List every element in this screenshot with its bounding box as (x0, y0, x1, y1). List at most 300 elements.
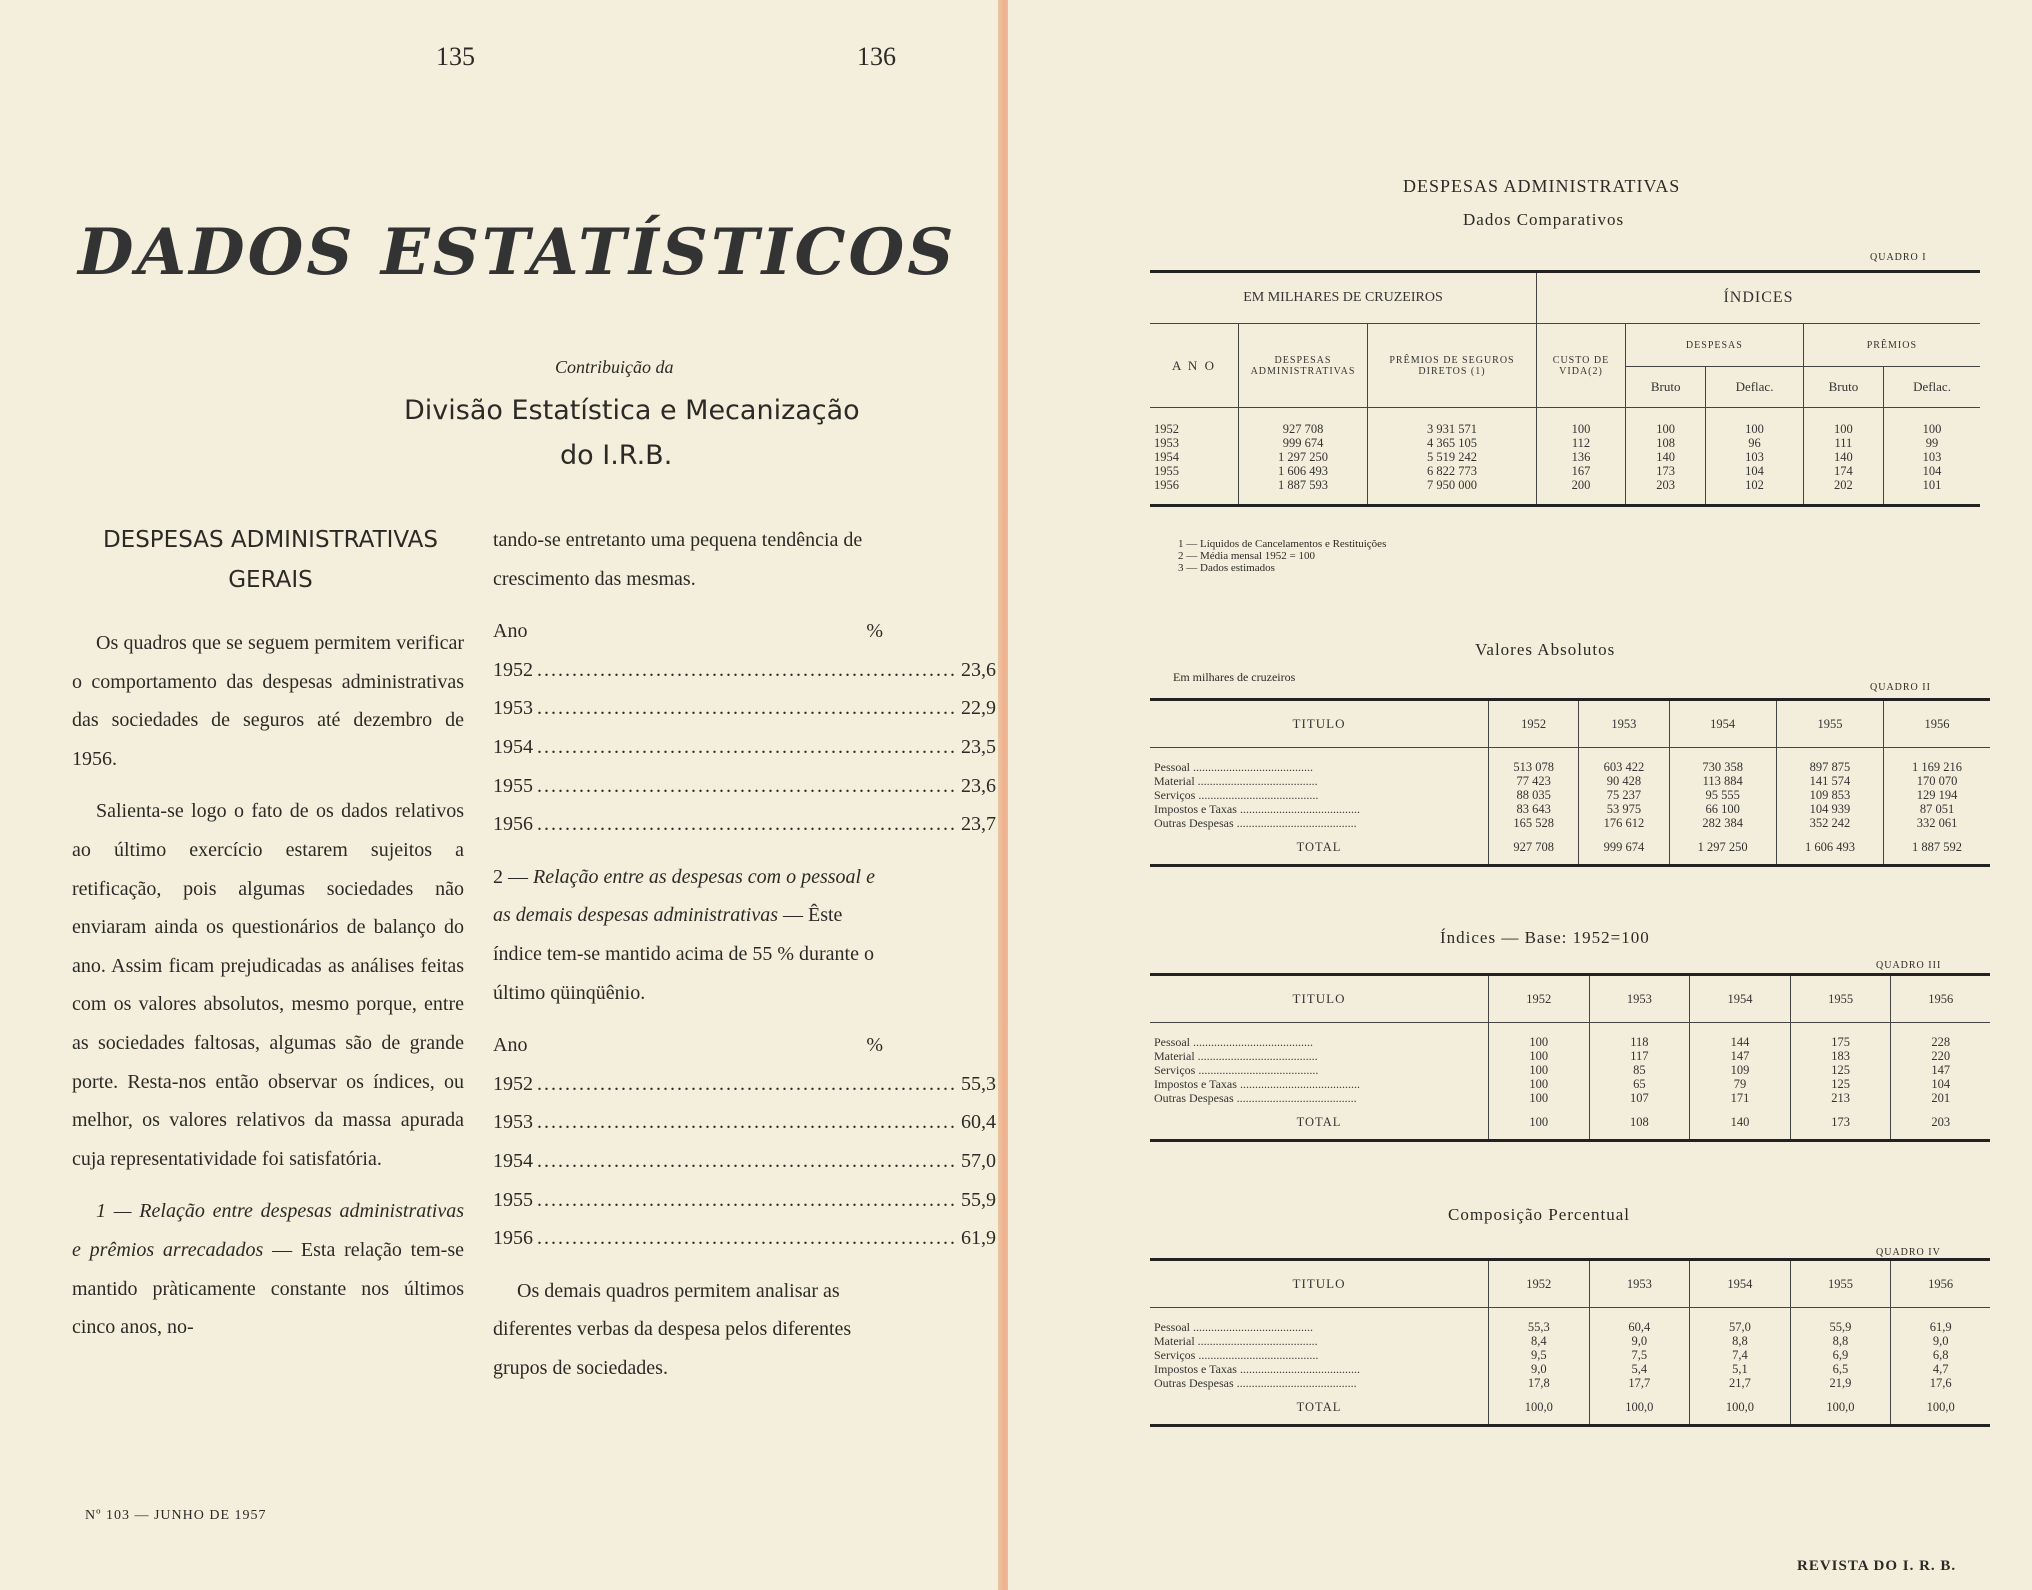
table-cell: 17,7 (1589, 1376, 1690, 1390)
table-row (1150, 1376, 1990, 1390)
table-cell: 513 078 (1489, 748, 1579, 775)
paragraph-1: Os quadros que se seguem permitem verificar o comportamento das despesas administrativas das sociedades de seguros até dezembro de 1956. (72, 632, 464, 770)
issue-footer: Nº 103 — JUNHO DE 1957 (85, 1508, 267, 1523)
list1-row (493, 689, 996, 728)
table-cell: 100 (1489, 1049, 1590, 1063)
q1-cell-d_bruto: 140 (1626, 450, 1706, 464)
q1-cell-premios: 5 519 242 (1368, 450, 1537, 464)
total-cell: 1 887 592 (1884, 830, 1990, 866)
leader-dots: ............................................................ (537, 735, 957, 758)
row-label: Material ........................................ (1154, 1049, 1318, 1063)
table-cell: 17,6 (1891, 1376, 1990, 1390)
table-row (1150, 748, 1990, 775)
section-heading-line2: GERAIS (228, 567, 313, 593)
table-header-row (1150, 1260, 1990, 1308)
col-year: 1952 (1489, 700, 1579, 748)
col-year: 1954 (1690, 975, 1791, 1023)
table-cell: 55,9 (1790, 1308, 1891, 1335)
col-year: 1953 (1579, 700, 1669, 748)
list-value: 57,0 (961, 1149, 996, 1172)
total-label: TOTAL (1296, 1399, 1342, 1414)
q1-cell-premios: 6 822 773 (1368, 464, 1537, 478)
q1-cell-d_deflac: 100 (1706, 408, 1803, 437)
q2-title: Valores Absolutos (1475, 640, 1616, 659)
row-label: Pessoal ........................................ (1154, 760, 1313, 774)
list2-header (493, 1026, 893, 1065)
table-cell: 220 (1891, 1049, 1990, 1063)
table-cell: 147 (1891, 1063, 1990, 1077)
row-label: Impostos e Taxas ........................................ (1154, 1362, 1360, 1376)
total-cell: 203 (1891, 1105, 1990, 1141)
total-cell: 140 (1690, 1105, 1791, 1141)
total-row (1150, 830, 1990, 866)
table-cell: 144 (1690, 1023, 1791, 1050)
list2-row (493, 1103, 996, 1142)
table-cell: 85 (1589, 1063, 1690, 1077)
list-value: 55,9 (961, 1188, 996, 1211)
list-value: 61,9 (961, 1227, 996, 1250)
q1-cell-premios: 3 931 571 (1368, 408, 1537, 437)
journal-footer: REVISTA DO I. R. B. (1797, 1558, 1957, 1574)
q1-cell-custo: 136 (1537, 450, 1626, 464)
q1-title: Dados Comparativos (1463, 210, 1625, 229)
q1-cell-custo: 100 (1537, 408, 1626, 437)
col-titulo: TITULO (1292, 716, 1346, 731)
q1-d-bruto: Bruto (1626, 367, 1706, 408)
table-cell: 60,4 (1589, 1308, 1690, 1335)
section-heading (78, 520, 463, 600)
table-cell: 100 (1489, 1077, 1590, 1091)
total-label: TOTAL (1296, 839, 1342, 854)
text-column-2 (493, 521, 996, 1401)
table-header-row (1150, 700, 1990, 748)
table-cell: 228 (1891, 1023, 1990, 1050)
list2-header-pct: % (866, 1034, 883, 1057)
row-label: Impostos e Taxas ........................................ (1154, 802, 1360, 816)
table-cell: 7,5 (1589, 1348, 1690, 1362)
total-cell: 100,0 (1790, 1390, 1891, 1426)
row-label-text: Pessoal (1154, 1035, 1190, 1049)
q1-cell-d_bruto: 100 (1626, 408, 1706, 437)
list2-row (493, 1142, 996, 1181)
table-row (1150, 1077, 1990, 1091)
table-cell: 8,8 (1690, 1334, 1791, 1348)
row-label-text: Impostos e Taxas (1154, 1362, 1237, 1376)
table-cell: 95 555 (1669, 788, 1776, 802)
list-year: 1955 (493, 774, 533, 797)
list1-row (493, 651, 996, 690)
footnote: 2 — Média mensal 1952 = 100 (1178, 550, 1315, 562)
q1-cell-despesas: 1 297 250 (1239, 450, 1368, 464)
q1-cell-ano: 1954 (1154, 450, 1179, 464)
leader-dots: ............................................................ (537, 1149, 957, 1172)
table-cell: 53 975 (1579, 802, 1669, 816)
table-cell: 7,4 (1690, 1348, 1791, 1362)
q1-cell-d_bruto: 173 (1626, 464, 1706, 478)
total-cell: 927 708 (1489, 830, 1579, 866)
list1-row (493, 805, 996, 844)
page-number-left: 135 (436, 42, 475, 71)
q1-cell-p_deflac: 101 (1884, 478, 1980, 506)
q1-cell-despesas: 999 674 (1239, 436, 1368, 450)
list1-row (493, 767, 996, 806)
row-label: Outras Despesas ........................................ (1154, 1091, 1357, 1105)
q1-p-bruto: Bruto (1803, 367, 1883, 408)
list-value: 60,4 (961, 1111, 996, 1134)
paragraph-2: Salienta-se logo o fato de os dados relativos ao último exercício estarem sujeitos a retificação, pois algumas sociedades não enviaram ainda os questionários de balanço do ano. Assim ficam prejudicadas as análises feitas com os valores absolutos, mesmo porque, entre as sociedades faltosas, algumas são de grande porte. Resta-nos então observar os índices, ou melhor, os valores relativos da massa apurada cuja representatividade foi satisfatória. (72, 800, 464, 1170)
row-label-text: Material (1154, 1334, 1195, 1348)
row-label: Serviços ........................................ (1154, 1063, 1319, 1077)
table-q2 (1150, 698, 1990, 867)
table-row (1150, 802, 1990, 816)
q1-cell-premios: 4 365 105 (1368, 436, 1537, 450)
leader-dots: ............................................................ (537, 697, 957, 720)
col-year: 1954 (1690, 1260, 1791, 1308)
table-cell: 125 (1790, 1077, 1891, 1091)
col-year: 1955 (1776, 700, 1883, 748)
col-year: 1956 (1891, 975, 1990, 1023)
contribution-line: Contribuição da (555, 357, 674, 377)
table-row (1150, 788, 1990, 802)
leader-dots: ............................................................ (537, 658, 957, 681)
col-year: 1956 (1891, 1260, 1990, 1308)
table-cell: 117 (1589, 1049, 1690, 1063)
page-title: DADOS ESTATÍSTICOS (78, 215, 957, 290)
list-year: 1955 (493, 1188, 533, 1211)
table-row (1150, 1334, 1990, 1348)
col-year: 1953 (1589, 975, 1690, 1023)
table-cell: 88 035 (1489, 788, 1579, 802)
list1-header-pct: % (866, 620, 883, 643)
q1-notes (1178, 538, 1386, 574)
q1-cell-p_bruto: 140 (1803, 450, 1883, 464)
ratio-list-2 (493, 1065, 996, 1258)
table-row (1150, 478, 1980, 506)
q2-label: QUADRO II (1870, 682, 1931, 693)
table-cell: 5,4 (1589, 1362, 1690, 1376)
row-label: Pessoal ........................................ (1154, 1035, 1313, 1049)
q1-cell-p_deflac: 100 (1884, 408, 1980, 437)
table-cell: 8,8 (1790, 1334, 1891, 1348)
total-row (1150, 1105, 1990, 1141)
q1-cell-p_bruto: 174 (1803, 464, 1883, 478)
row-label-text: Pessoal (1154, 1320, 1190, 1334)
table-cell: 129 194 (1884, 788, 1990, 802)
q1-cell-despesas: 1 887 593 (1239, 478, 1368, 506)
row-label: Material ........................................ (1154, 1334, 1318, 1348)
list-value: 23,6 (961, 774, 996, 797)
paragraph-5-rest: — Êste índice tem-se mantido acima de 55 % durante o último qüinqüênio. (493, 904, 874, 1004)
list2-row (493, 1181, 996, 1220)
table-cell: 75 237 (1579, 788, 1669, 802)
table-cell: 9,0 (1589, 1334, 1690, 1348)
table-cell: 147 (1690, 1049, 1791, 1063)
paragraph-3-rest: — Esta relação tem-se mantido pràticamente constante nos últimos cinco anos, no- (72, 1238, 464, 1339)
table-cell: 897 875 (1776, 748, 1883, 775)
list2-row (493, 1219, 996, 1258)
row-label: Outras Despesas ........................................ (1154, 816, 1357, 830)
table-cell: 175 (1790, 1023, 1891, 1050)
q1-cell-custo: 200 (1537, 478, 1626, 506)
col-titulo: TITULO (1292, 1276, 1346, 1291)
q1-cell-despesas: 927 708 (1239, 408, 1368, 437)
list-year: 1953 (493, 697, 533, 720)
q1-cell-custo: 112 (1537, 436, 1626, 450)
table-cell: 104 939 (1776, 802, 1883, 816)
table-cell: 9,0 (1489, 1362, 1590, 1376)
table-cell: 113 884 (1669, 774, 1776, 788)
table-cell: 170 070 (1884, 774, 1990, 788)
row-label: Pessoal ........................................ (1154, 1320, 1313, 1334)
table-q3 (1150, 973, 1990, 1142)
table-cell: 165 528 (1489, 816, 1579, 830)
table-cell: 100 (1489, 1063, 1590, 1077)
list-year: 1954 (493, 735, 533, 758)
total-cell: 100,0 (1690, 1390, 1791, 1426)
q1-cell-ano: 1956 (1154, 478, 1179, 492)
q1-cell-despesas: 1 606 493 (1239, 464, 1368, 478)
table-cell: 6,9 (1790, 1348, 1891, 1362)
q2-unit: Em milhares de cruzeiros (1173, 670, 1296, 684)
total-cell: 1 297 250 (1669, 830, 1776, 866)
table-row (1150, 1023, 1990, 1050)
table-cell: 100 (1489, 1091, 1590, 1105)
q1-cell-d_deflac: 103 (1706, 450, 1803, 464)
q1-cell-custo: 167 (1537, 464, 1626, 478)
table-cell: 79 (1690, 1077, 1791, 1091)
row-label-text: Outras Despesas (1154, 1091, 1234, 1105)
q1-label: QUADRO I (1870, 252, 1927, 263)
q1-cell-p_bruto: 100 (1803, 408, 1883, 437)
footnote: 1 — Líquidos de Cancelamentos e Restituições (1178, 538, 1387, 550)
table-row (1150, 408, 1980, 437)
text-column-1 (72, 624, 464, 1361)
list2-row (493, 1065, 996, 1104)
table-cell: 55,3 (1489, 1308, 1590, 1335)
table-cell: 66 100 (1669, 802, 1776, 816)
table-cell: 17,8 (1489, 1376, 1590, 1390)
table-cell: 21,7 (1690, 1376, 1791, 1390)
col-year: 1955 (1790, 1260, 1891, 1308)
total-cell: 100 (1489, 1105, 1590, 1141)
total-cell: 108 (1589, 1105, 1690, 1141)
table-cell: 183 (1790, 1049, 1891, 1063)
q1-cell-d_deflac: 102 (1706, 478, 1803, 506)
leader-dots: ............................................................ (537, 774, 957, 797)
table-cell: 65 (1589, 1077, 1690, 1091)
table-cell: 90 428 (1579, 774, 1669, 788)
table-cell: 9,0 (1891, 1334, 1990, 1348)
footnote: 3 — Dados estimados (1178, 562, 1275, 574)
q1-cell-p_bruto: 111 (1803, 436, 1883, 450)
paragraph-6: Os demais quadros permitem analisar as diferentes verbas da despesa pelos diferentes grupos de sociedades. (493, 1279, 852, 1379)
table-row (1150, 1362, 1990, 1376)
page-number-right: 136 (857, 42, 896, 71)
q1-p-deflac: Deflac. (1884, 367, 1980, 408)
leader-dots: ............................................................ (537, 813, 957, 836)
table-cell: 282 384 (1669, 816, 1776, 830)
list1-header (493, 612, 893, 651)
col-titulo: TITULO (1292, 991, 1346, 1006)
list-value: 23,5 (961, 735, 996, 758)
q1-cell-p_bruto: 202 (1803, 478, 1883, 506)
leader-dots: ............................................................ (537, 1111, 957, 1134)
row-label-text: Impostos e Taxas (1154, 802, 1237, 816)
table-row (1150, 816, 1990, 830)
col-year: 1952 (1489, 1260, 1590, 1308)
list-year: 1952 (493, 658, 533, 681)
table-row (1150, 436, 1980, 450)
left-page (0, 0, 1000, 1590)
q1-col-custo: CUSTO DE VIDA(2) (1537, 324, 1626, 408)
paragraph-5 (493, 858, 893, 1012)
q3-title: Índices — Base: 1952=100 (1440, 928, 1650, 947)
q1-cell-d_bruto: 108 (1626, 436, 1706, 450)
paragraph-5-num: 2 — (493, 865, 533, 888)
paragraph-3-italic: 1 — Relação entre despesas administrativas e prêmios arrecadados (72, 1200, 464, 1261)
q1-cell-p_deflac: 103 (1884, 450, 1980, 464)
leader-dots: ............................................................ (537, 1188, 957, 1211)
total-cell: 173 (1790, 1105, 1891, 1141)
row-label-text: Material (1154, 774, 1195, 788)
q1-group-right: ÍNDICES (1723, 289, 1794, 306)
col-year: 1953 (1589, 1260, 1690, 1308)
q1-sub-premios: PRÊMIOS (1803, 324, 1980, 367)
table-cell: 352 242 (1776, 816, 1883, 830)
total-label: TOTAL (1296, 1114, 1342, 1129)
row-label-text: Outras Despesas (1154, 1376, 1234, 1390)
q1-cell-premios: 7 950 000 (1368, 478, 1537, 506)
q1-col-despesas: DESPESAS ADMINISTRATIVAS (1239, 324, 1368, 408)
list-value: 23,6 (961, 658, 996, 681)
list1-row (493, 728, 996, 767)
table-cell: 141 574 (1776, 774, 1883, 788)
col-year: 1954 (1669, 700, 1776, 748)
list-value: 55,3 (961, 1072, 996, 1095)
row-label-text: Serviços (1154, 1063, 1196, 1077)
table-cell: 171 (1690, 1091, 1791, 1105)
division-line-2: do I.R.B. (560, 440, 673, 471)
q1-cell-d_deflac: 96 (1706, 436, 1803, 450)
table-cell: 118 (1589, 1023, 1690, 1050)
table-row (1150, 464, 1980, 478)
q1-col-ano: A N O (1172, 357, 1216, 373)
q1-cell-d_deflac: 104 (1706, 464, 1803, 478)
section-heading-line1: DESPESAS ADMINISTRATIVAS (102, 527, 439, 553)
table-cell: 332 061 (1884, 816, 1990, 830)
table-row (1150, 1049, 1990, 1063)
row-label: Outras Despesas ........................................ (1154, 1376, 1357, 1390)
list-year: 1956 (493, 1227, 533, 1250)
row-label-text: Serviços (1154, 1348, 1196, 1362)
table-row (1150, 450, 1980, 464)
table-cell: 109 853 (1776, 788, 1883, 802)
table-header-row (1150, 975, 1990, 1023)
table-cell: 1 169 216 (1884, 748, 1990, 775)
right-page (1008, 0, 2032, 1590)
q1-cell-ano: 1953 (1154, 436, 1179, 450)
q1-col-premios: PRÊMIOS DE SEGUROS DIRETOS (1) (1368, 324, 1537, 408)
list-year: 1952 (493, 1072, 533, 1095)
table-cell: 603 422 (1579, 748, 1669, 775)
table-cell: 21,9 (1790, 1376, 1891, 1390)
total-cell: 999 674 (1579, 830, 1669, 866)
table-cell: 8,4 (1489, 1334, 1590, 1348)
q4-label: QUADRO IV (1876, 1247, 1941, 1258)
table-cell: 77 423 (1489, 774, 1579, 788)
table-cell: 61,9 (1891, 1308, 1990, 1335)
table-cell: 107 (1589, 1091, 1690, 1105)
table-cell: 57,0 (1690, 1308, 1791, 1335)
total-row (1150, 1390, 1990, 1426)
table-cell: 87 051 (1884, 802, 1990, 816)
total-cell: 100,0 (1589, 1390, 1690, 1426)
table-row (1150, 1308, 1990, 1335)
q1-cell-d_bruto: 203 (1626, 478, 1706, 506)
table-q1 (1150, 270, 1980, 507)
q1-cell-p_deflac: 104 (1884, 464, 1980, 478)
q1-sub-despesas: DESPESAS (1626, 324, 1804, 367)
row-label-text: Pessoal (1154, 760, 1190, 774)
row-label-text: Material (1154, 1049, 1195, 1063)
total-cell: 1 606 493 (1776, 830, 1883, 866)
list-year: 1956 (493, 813, 533, 836)
table-row (1150, 1348, 1990, 1362)
list-year: 1954 (493, 1149, 533, 1172)
col-year: 1952 (1489, 975, 1590, 1023)
table-cell: 104 (1891, 1077, 1990, 1091)
q1-cell-ano: 1952 (1154, 422, 1179, 436)
total-cell: 100,0 (1489, 1390, 1590, 1426)
row-label: Serviços ........................................ (1154, 788, 1319, 802)
table-cell: 9,5 (1489, 1348, 1590, 1362)
leader-dots: ............................................................ (537, 1227, 957, 1250)
paragraph-5-italic: Relação entre as despesas com o pessoal e as demais despesas administrativas (493, 865, 875, 927)
table-row (1150, 1063, 1990, 1077)
leader-dots: ............................................................ (537, 1072, 957, 1095)
row-label-text: Outras Despesas (1154, 816, 1234, 830)
tables-main-title: DESPESAS ADMINISTRATIVAS (1403, 176, 1681, 196)
list1-header-ano: Ano (493, 620, 528, 643)
table-cell: 201 (1891, 1091, 1990, 1105)
table-cell: 4,7 (1891, 1362, 1990, 1376)
table-cell: 100 (1489, 1023, 1590, 1050)
q1-cell-ano: 1955 (1154, 464, 1179, 478)
q1-body (1150, 408, 1980, 506)
table-cell: 125 (1790, 1063, 1891, 1077)
q1-cell-p_deflac: 99 (1884, 436, 1980, 450)
row-label: Impostos e Taxas ........................................ (1154, 1077, 1360, 1091)
row-label-text: Serviços (1154, 788, 1196, 802)
table-cell: 6,8 (1891, 1348, 1990, 1362)
table-row (1150, 1091, 1990, 1105)
table-cell: 109 (1690, 1063, 1791, 1077)
row-label: Serviços ........................................ (1154, 1348, 1319, 1362)
q3-label: QUADRO III (1876, 960, 1942, 971)
table-row (1150, 774, 1990, 788)
division-line-1: Divisão Estatística e Mecanização (404, 395, 860, 426)
q1-group-left: EM MILHARES DE CRUZEIROS (1150, 272, 1537, 324)
ratio-list-1 (493, 651, 996, 844)
table-cell: 83 643 (1489, 802, 1579, 816)
paragraph-3 (72, 1192, 464, 1346)
total-cell: 100,0 (1891, 1390, 1990, 1426)
col-year: 1955 (1790, 975, 1891, 1023)
row-label-text: Impostos e Taxas (1154, 1077, 1237, 1091)
table-q4 (1150, 1258, 1990, 1427)
table-cell: 6,5 (1790, 1362, 1891, 1376)
col-year: 1956 (1884, 700, 1990, 748)
